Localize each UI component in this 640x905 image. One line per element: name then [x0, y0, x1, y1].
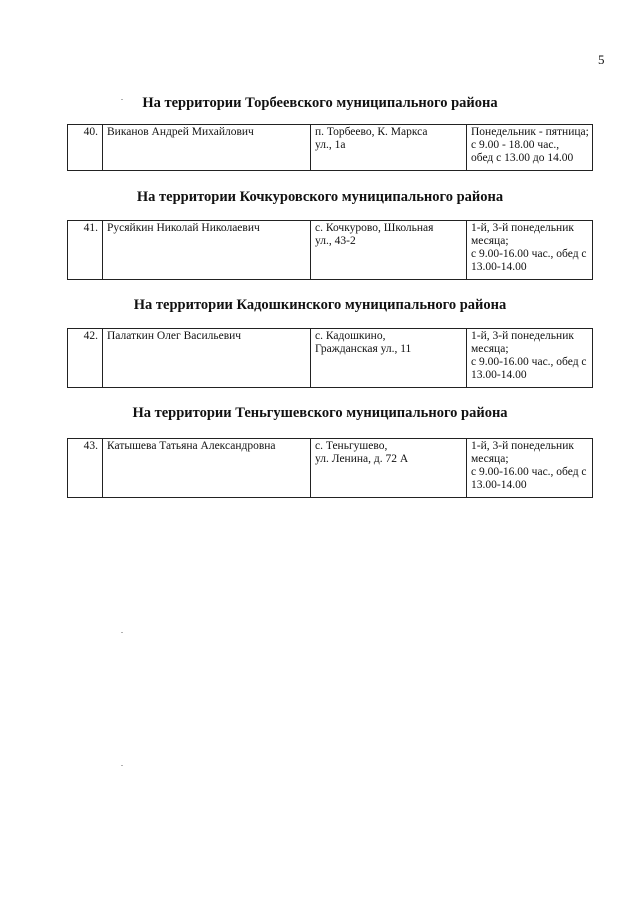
hours-line: 13.00-14.00: [471, 261, 527, 273]
hours-line: с 9.00 - 18.00 час.,: [471, 139, 560, 151]
entry-name: Виканов Андрей Михайлович: [103, 125, 311, 171]
entry-hours: [467, 329, 593, 388]
entry-hours: [467, 125, 593, 171]
address-line: ул., 43-2: [315, 235, 356, 247]
hours-line: 13.00-14.00: [471, 479, 527, 491]
entry-number: 42.: [68, 329, 103, 388]
section-heading-torbeevo: На территории Торбеевского муниципального района: [142, 95, 498, 111]
hours-line: 1-й, 3-й понедельник: [471, 330, 574, 342]
address-line: с. Теньгушево,: [315, 440, 388, 452]
entry-number: 40.: [68, 125, 103, 171]
hours-line: Понедельник - пятница;: [471, 126, 589, 138]
entry-name: Катышева Татьяна Александровна: [103, 439, 311, 498]
contact-table-kochkurovo: [67, 220, 593, 280]
scan-speck: [121, 765, 123, 766]
entry-address: [311, 439, 467, 498]
hours-line: месяца;: [471, 343, 509, 355]
entry-hours: [467, 221, 593, 280]
scan-speck: [121, 99, 123, 100]
entry-address: [311, 221, 467, 280]
address-line: п. Торбеево, К. Маркса: [315, 126, 428, 138]
table-row: [68, 125, 593, 171]
table-row: [68, 329, 593, 388]
entry-address: [311, 125, 467, 171]
section-heading-tengushevo: На территории Теньгушевского муниципального района: [132, 405, 508, 421]
hours-line: с 9.00-16.00 час., обед с: [471, 466, 587, 478]
hours-line: 13.00-14.00: [471, 369, 527, 381]
address-line: Гражданская ул., 11: [315, 343, 412, 355]
hours-line: 1-й, 3-й понедельник: [471, 440, 574, 452]
address-line: с. Кочкурово, Школьная: [315, 222, 434, 234]
section-heading-kochkurovo: На территории Кочкуровского муниципального района: [136, 189, 504, 205]
table-row: [68, 221, 593, 280]
entry-number: 43.: [68, 439, 103, 498]
contact-table-tengushevo: [67, 438, 593, 498]
address-line: с. Кадошкино,: [315, 330, 386, 342]
contact-table-kadoshkino: [67, 328, 593, 388]
scan-speck: [121, 632, 123, 633]
entry-number: 41.: [68, 221, 103, 280]
section-heading-kadoshkino: На территории Кадошкинского муниципального района: [133, 297, 507, 313]
hours-line: месяца;: [471, 235, 509, 247]
contact-table-torbeevo: [67, 124, 593, 171]
hours-line: с 9.00-16.00 час., обед с: [471, 356, 587, 368]
hours-line: обед с 13.00 до 14.00: [471, 152, 574, 164]
entry-name: Русяйкин Николай Николаевич: [103, 221, 311, 280]
hours-line: с 9.00-16.00 час., обед с: [471, 248, 587, 260]
entry-address: [311, 329, 467, 388]
address-line: ул. Ленина, д. 72 А: [315, 453, 409, 465]
entry-hours: [467, 439, 593, 498]
entry-name: Палаткин Олег Васильевич: [103, 329, 311, 388]
table-row: [68, 439, 593, 498]
address-line: ул., 1а: [315, 139, 346, 151]
hours-line: месяца;: [471, 453, 509, 465]
page-number: 5: [598, 52, 605, 67]
hours-line: 1-й, 3-й понедельник: [471, 222, 574, 234]
